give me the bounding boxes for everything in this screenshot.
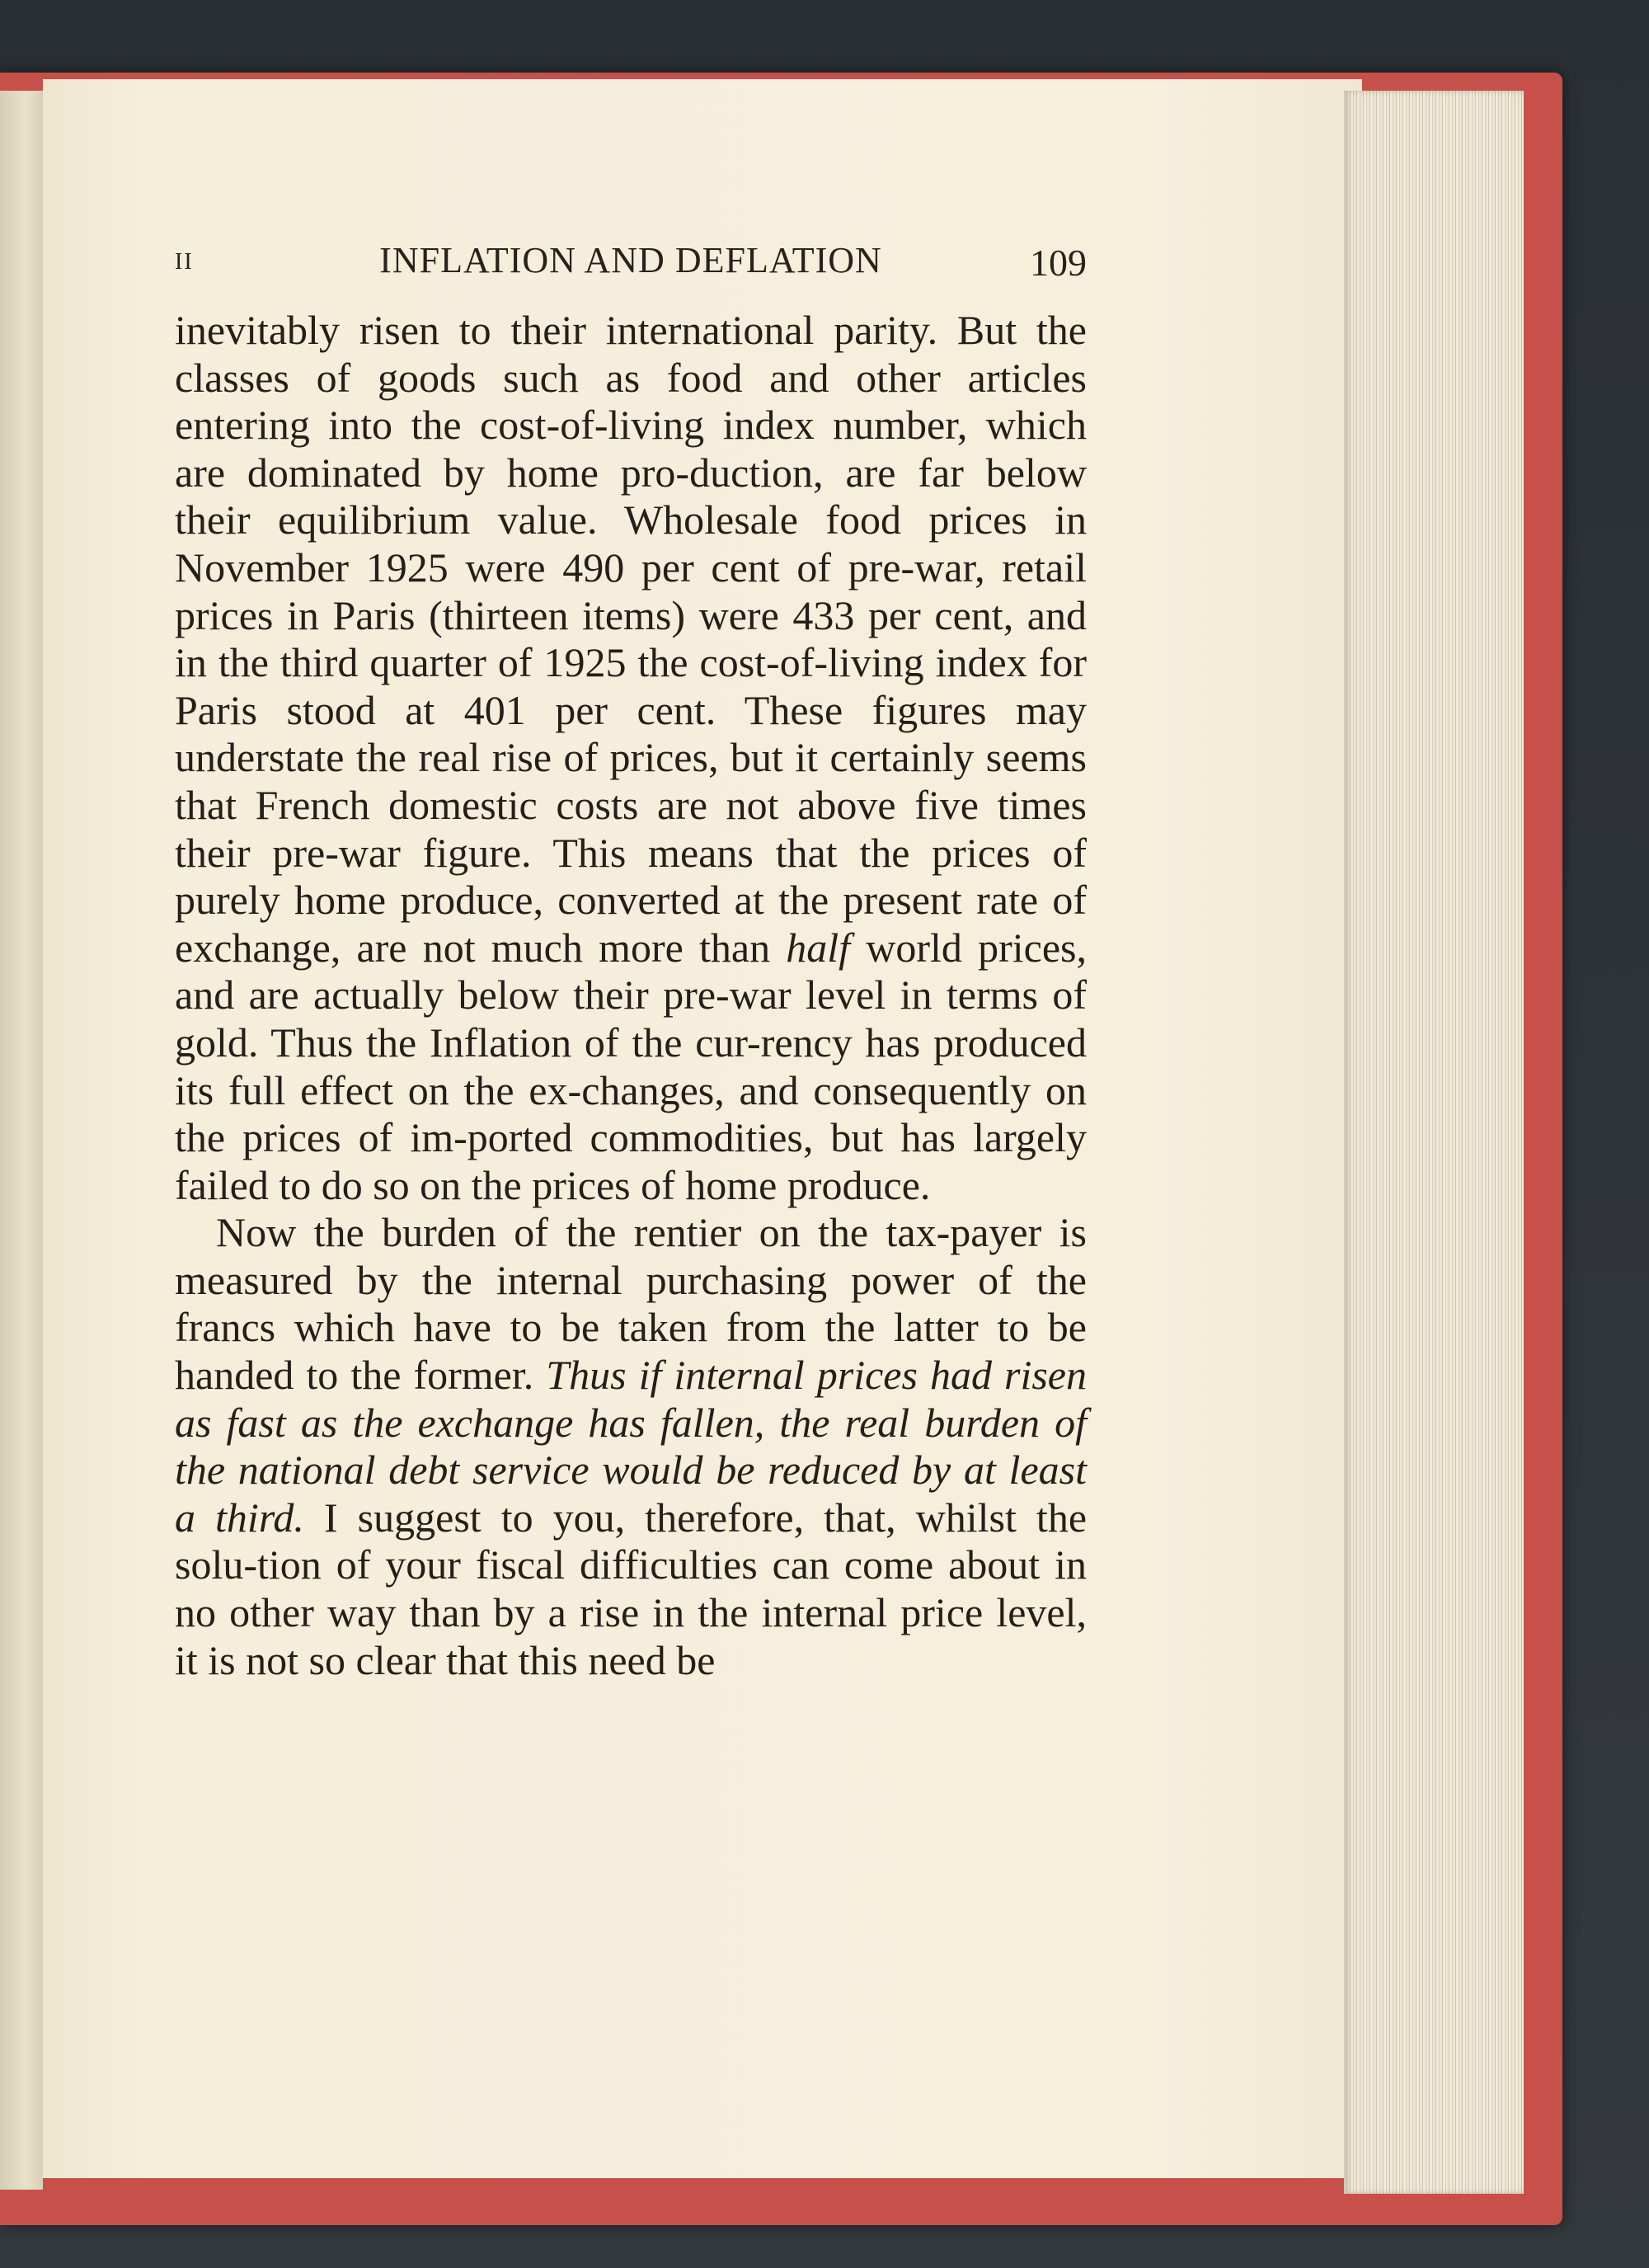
paragraph-text: world prices, and are actually below their pre-war level in terms of gold. Thus the Inflation of the cur-rency has produced its full effect on the ex-changes, and consequently on the prices of im-ported commodities, but has largely failed to do so on the prices of home produce. [175,924,1088,1208]
paragraph-text: I suggest to you, therefore, that, whilst the solu-tion of your fiscal difficulties can come about in no other way than by a rise in the internal price level, it is not so clear that this need be [175,1494,1088,1683]
paragraph-text: Now the burden of the rentier on the tax-payer is measured by the internal purchasing power of the francs which have to be taken from the latter to be handed to the former. [175,1209,1087,1399]
paragraph [175,307,1087,1209]
chapter-number: II [175,249,194,275]
page-number: 109 [1030,242,1087,284]
facing-page-edge [0,91,43,2190]
italic-passage: Thus if internal prices had risen as fast as the exchange has fallen, the real burden of the national debt service would be reduced by at least a third. [175,1352,1087,1541]
emphasis-text: half [786,924,851,971]
paragraph-text: inevitably risen to their international parity. But the classes of goods such as food and other articles entering into the cost-of-living index number, which are dominated by home pro-duction, are far below their equilibrium value. Wholesale food prices in November 1925 were 490 per cent of pre-war, retail prices in Paris (thirteen items) were 433 per cent, and in the third quarter of 1925 the cost-of-living index for Paris stood at 401 per cent. These figures may understate the real rise of prices, but it certainly seems that French domestic costs are not above five times their pre-war figure. This means that the prices of purely home produce, converted at the present rate of exchange, are not much more than [175,307,1087,971]
body-text [175,307,1087,1684]
running-header [175,238,1087,287]
running-title: INFLATION AND DEFLATION [379,240,882,280]
page-block-edges [1344,91,1524,2194]
paragraph [175,1209,1087,1684]
